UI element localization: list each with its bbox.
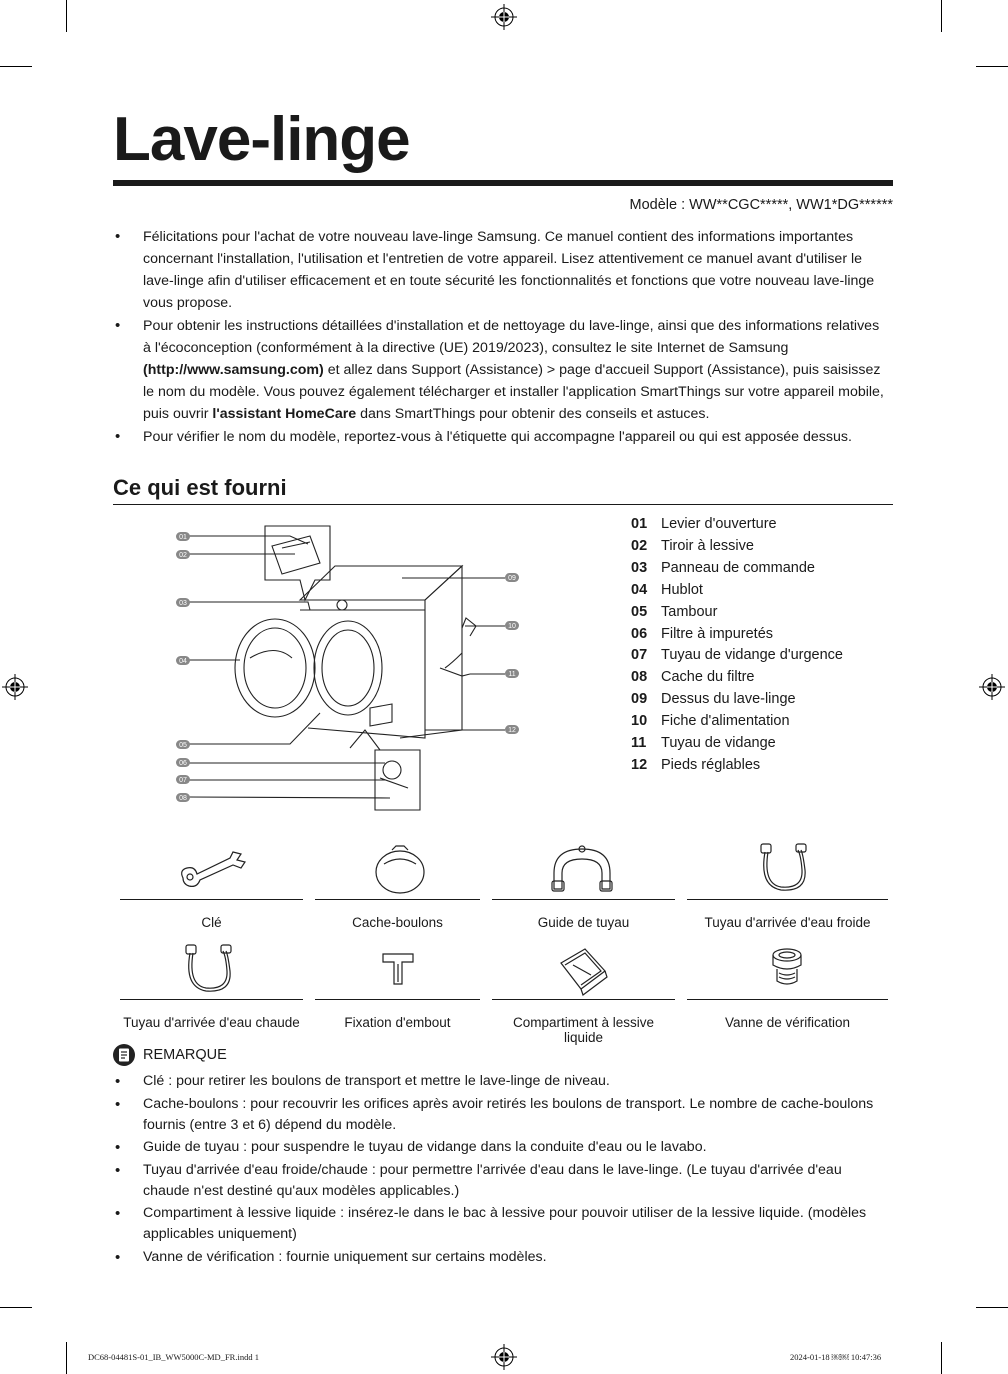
intro-item: • Pour vérifier le nom du modèle, reportez-vous à l'étiquette qui accompagne l'appareil ou qui est apposée dessus. bbox=[113, 426, 888, 448]
svg-text:02: 02 bbox=[179, 552, 187, 559]
svg-text:03: 03 bbox=[179, 600, 187, 607]
list-item: • Clé : pour retirer les boulons de transport et mettre le lave-linge de niveau. bbox=[113, 1071, 888, 1092]
accessory-label: Cache-boulons bbox=[352, 915, 443, 930]
accessory-rule bbox=[120, 899, 303, 900]
accessory-label: Tuyau d'arrivée d'eau chaude bbox=[123, 1015, 300, 1030]
list-item: 10 Fiche d'alimentation bbox=[631, 713, 790, 730]
svg-text:09: 09 bbox=[508, 575, 516, 582]
list-item: • Cache-boulons : pour recouvrir les orifices après avoir retirés les boulons de transport. Le nombre de cache-boulons fournis (entre 3 et 6) dépend du modèle. bbox=[113, 1094, 888, 1136]
title-rule bbox=[113, 180, 893, 186]
washer-diagram bbox=[170, 518, 530, 818]
list-item: • Compartiment à lessive liquide : insérez-le dans le bac à lessive pour pouvoir utiliser de la lessive liquide. (modèles applicables uniquement) bbox=[113, 1203, 888, 1245]
accessory-rule bbox=[315, 999, 480, 1000]
list-item: • Tuyau d'arrivée d'eau froide/chaude : pour permettre l'arrivée d'eau dans le lave-linge. (Le tuyau d'arrivée d'eau chaude n'est destiné qu'aux modèles applicables.) bbox=[113, 1160, 888, 1202]
list-item: • Vanne de vérification : fournie uniquement sur certains modèles. bbox=[113, 1247, 888, 1268]
list-item: 07 Tuyau de vidange d'urgence bbox=[631, 647, 844, 664]
model-number: Modèle : WW**CGC*****, WW1*DG****** bbox=[629, 197, 893, 213]
accessory-label: Fixation d'embout bbox=[344, 1015, 451, 1030]
accessory-label: Guide de tuyau bbox=[537, 915, 630, 930]
registration-mark-icon bbox=[491, 4, 517, 30]
svg-text:10: 10 bbox=[508, 623, 516, 630]
footer-file: DC68-04481S-01_IB_WW5000C-MD_FR.indd 1 bbox=[88, 1352, 259, 1362]
accessory-rule bbox=[492, 899, 675, 900]
crop-mark bbox=[66, 0, 67, 32]
accessory-label: Tuyau d'arrivée d'eau froide bbox=[704, 915, 871, 930]
list-item: 05 Tambour bbox=[631, 603, 718, 620]
accessory-label: Compartiment à lessive liquide bbox=[512, 1015, 655, 1045]
svg-text:12: 12 bbox=[508, 727, 516, 734]
elbow-fixture-icon bbox=[380, 950, 416, 990]
list-item: 01 Levier d'ouverture bbox=[631, 516, 777, 532]
intro-list bbox=[113, 226, 888, 449]
list-item: 02 Tiroir à lessive bbox=[631, 537, 754, 554]
hot-hose-icon bbox=[180, 943, 240, 998]
page-title: Lave-linge bbox=[113, 105, 410, 174]
crop-mark bbox=[976, 1307, 1008, 1308]
list-item: 06 Filtre à impuretés bbox=[631, 625, 774, 642]
accessory-label: Clé bbox=[201, 915, 222, 930]
svg-text:01: 01 bbox=[179, 534, 187, 541]
parts-list bbox=[631, 514, 843, 777]
hose-guide-icon bbox=[548, 843, 616, 895]
svg-text:04: 04 bbox=[179, 658, 187, 665]
crop-mark bbox=[941, 1342, 942, 1374]
crop-mark bbox=[0, 1307, 32, 1308]
list-item: 11 Tuyau de vidange bbox=[631, 735, 776, 752]
section-title: Ce qui est fourni bbox=[113, 475, 287, 500]
note-icon bbox=[113, 1044, 135, 1066]
intro-item: • Félicitations pour l'achat de votre nouveau lave-linge Samsung. Ce manuel contient des informations importantes concernant l'installation, l'utilisation et l'entretien de votre appareil. Lisez attentivement ce manuel avant d'utiliser le lave-linge afin d'utiliser efficacement et en toute sécurité les fonctionnalités et fonctions que votre nouveau lave-linge vous propose. bbox=[113, 226, 888, 314]
liquid-detergent-icon bbox=[555, 945, 610, 997]
footer-date: 2024-01-18 ￼￼ 10:47:36 bbox=[790, 1352, 882, 1362]
crop-mark bbox=[0, 66, 32, 67]
accessory-rule bbox=[120, 999, 303, 1000]
crop-mark bbox=[941, 0, 942, 32]
crop-mark bbox=[976, 66, 1008, 67]
svg-text:05: 05 bbox=[179, 742, 187, 749]
note-title: REMARQUE bbox=[143, 1047, 227, 1063]
list-item: 12 Pieds réglables bbox=[631, 756, 761, 773]
list-item: 08 Cache du filtre bbox=[631, 669, 755, 686]
samsung-link[interactable]: (http://www.samsung.com) bbox=[143, 362, 324, 378]
wrench-icon bbox=[175, 848, 250, 890]
registration-mark-icon bbox=[491, 1344, 517, 1370]
list-item: • Guide de tuyau : pour suspendre le tuyau de vidange dans la conduite d'eau ou le lavabo. bbox=[113, 1137, 888, 1158]
note-heading bbox=[113, 1044, 227, 1066]
cold-hose-icon bbox=[755, 842, 815, 897]
registration-mark-icon bbox=[979, 674, 1005, 700]
bolt-cap-icon bbox=[370, 842, 430, 897]
accessory-label: Vanne de vérification bbox=[724, 1015, 851, 1030]
note-list bbox=[113, 1071, 888, 1269]
accessory-rule bbox=[315, 899, 480, 900]
list-item: 04 Hublot bbox=[631, 581, 703, 598]
section-rule bbox=[113, 504, 893, 505]
svg-text:11: 11 bbox=[508, 671, 516, 678]
homecare-label: l'assistant HomeCare bbox=[212, 406, 357, 422]
crop-mark bbox=[66, 1342, 67, 1374]
accessory-rule bbox=[492, 999, 675, 1000]
registration-mark-icon bbox=[2, 674, 28, 700]
intro-item: • Pour obtenir les instructions détaillées d'installation et de nettoyage du lave-linge, ainsi que des informations relatives à l'écoconception (conformément à la directive (UE) 2019/2023), consultez le site Internet de Samsung (http://www.samsung.com) et allez dans Support (Assistance) > page d'accueil Support (Assistance), puis saisissez le nom du modèle. Vous pouvez également télécharger et installer l'application SmartThings sur votre appareil mobile, puis ouvrir l'assistant HomeCare dans SmartThings pour obtenir des conseils et astuces. bbox=[113, 315, 888, 425]
check-valve-icon bbox=[767, 945, 807, 995]
list-item: 03 Panneau de commande bbox=[631, 559, 815, 576]
svg-text:07: 07 bbox=[179, 777, 187, 784]
accessory-rule bbox=[687, 899, 888, 900]
svg-text:08: 08 bbox=[179, 795, 187, 802]
accessory-rule bbox=[687, 999, 888, 1000]
list-item: 09 Dessus du lave-linge bbox=[631, 691, 796, 708]
svg-text:06: 06 bbox=[179, 760, 187, 767]
